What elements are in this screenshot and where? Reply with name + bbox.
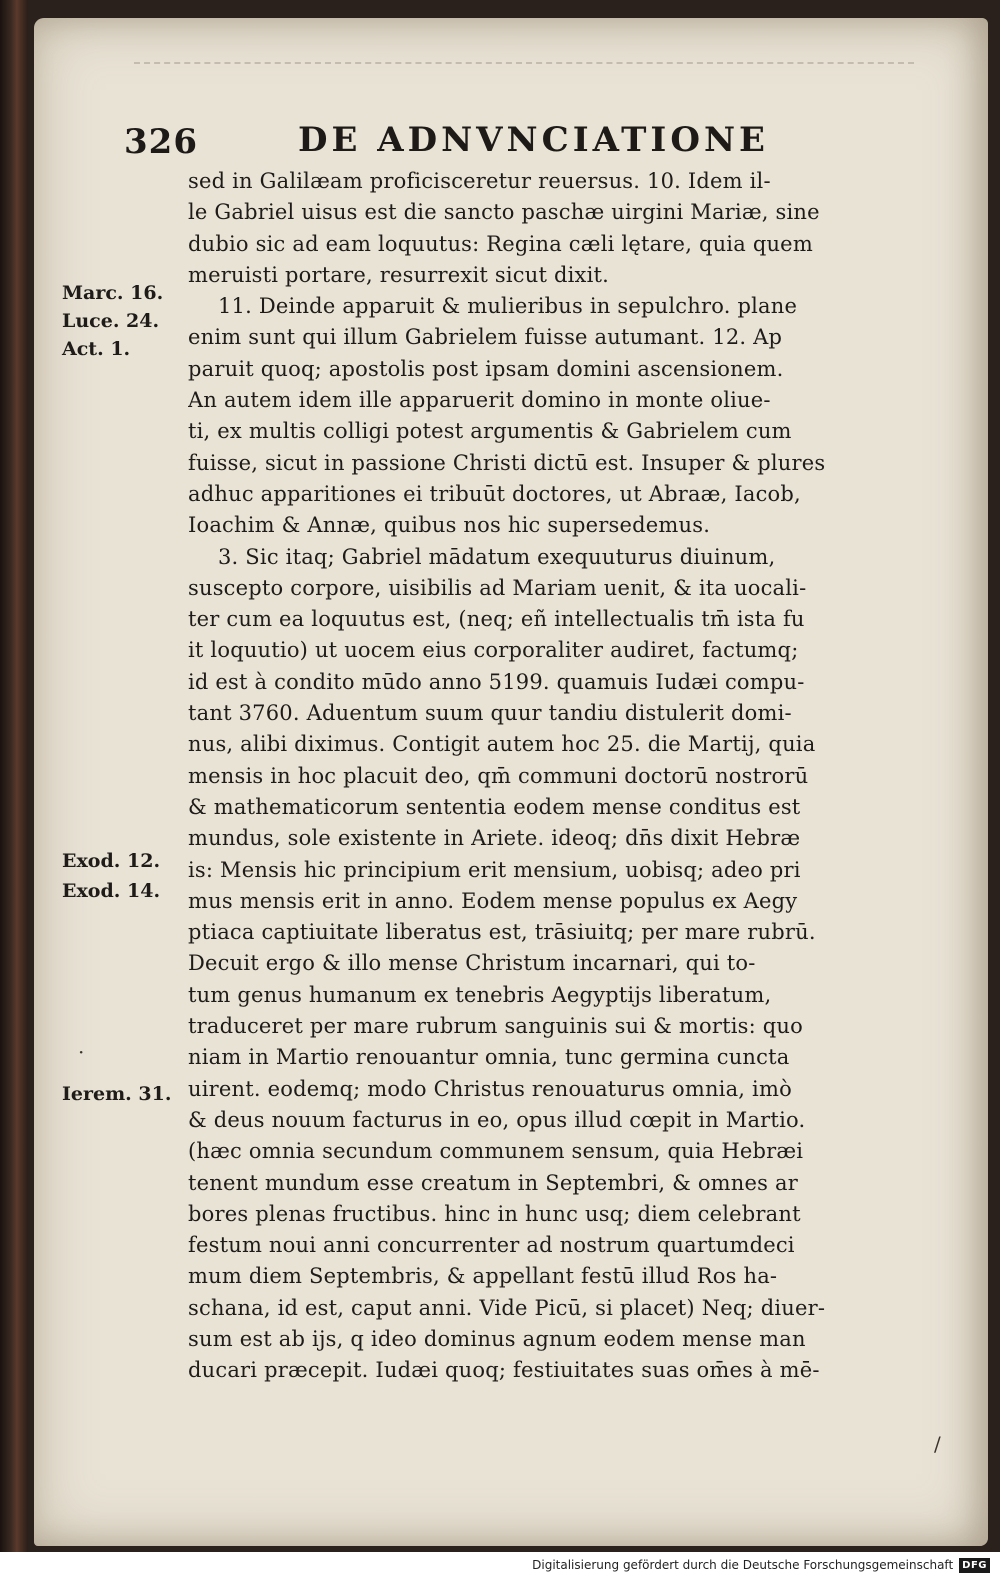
text-line: it loquutio) ut uocem eius corporaliter audiret, factumq; bbox=[188, 638, 799, 663]
text-line: mus mensis erit in anno. Eodem mense populus ex Aegy bbox=[188, 888, 798, 913]
text-line: ti, ex multis colligi potest argumentis & Gabrielem cum bbox=[188, 419, 792, 444]
text-line: sum est ab ijs, q ideo dominus agnum eodem mense man bbox=[188, 1326, 806, 1351]
text-line: is: Mensis hic principium erit mensium, uobisq; adeo pri bbox=[188, 857, 801, 882]
main-text bbox=[188, 166, 903, 1387]
text-line: sed in Galilæam proficisceretur reuersus. 10. Idem il- bbox=[188, 169, 771, 193]
text-line: schana, id est, caput anni. Vide Picū, si placet) Neq; diuer- bbox=[188, 1295, 826, 1320]
text-line: traduceret per mare rubrum sanguinis sui & mortis: quo bbox=[188, 1014, 804, 1039]
text-line: ter cum ea loquutus est, (neq; eñ intellectualis tm̄ ista fu bbox=[188, 607, 805, 632]
text-line: Ioachim & Annæ, quibus nos hic supersedemus. bbox=[188, 513, 711, 538]
text-line: festum noui anni concurrenter ad nostrum quartumdeci bbox=[188, 1233, 795, 1258]
text-line: 3. Sic itaq; Gabriel mādatum exequuturus diuinum, bbox=[218, 544, 776, 569]
ink-speck: / bbox=[934, 1432, 941, 1456]
text-line: suscepto corpore, uisibilis ad Mariam uenit, & ita uocali- bbox=[188, 575, 807, 600]
stitch-line bbox=[134, 62, 914, 64]
text-line: le Gabriel uisus est die sancto paschæ uirgini Mariæ, sine bbox=[188, 200, 820, 225]
margin-note: Exod. 14. bbox=[62, 880, 161, 902]
text-line: mensis in hoc placuit deo, qm̄ communi doctorū nostrorū bbox=[188, 763, 809, 788]
text-line: tenent mundum esse creatum in Septembri, & omnes ar bbox=[188, 1170, 798, 1195]
text-line: uirent. eodemq; modo Christus renouaturus omnia, imò bbox=[188, 1076, 792, 1101]
text-line: An autem idem ille apparuerit domino in monte oliue- bbox=[188, 388, 771, 413]
book-spine bbox=[0, 0, 28, 1552]
text-line: ptiaca captiuitate liberatus est, trāsiuitq; per mare rubrū. bbox=[188, 920, 816, 945]
page-number: 326 bbox=[124, 122, 198, 162]
text-line: ducari præcepit. Iudæi quoq; festiuitates suas om̄es à mē- bbox=[188, 1358, 820, 1383]
text-line: Decuit ergo & illo mense Christum incarnari, qui to- bbox=[188, 951, 756, 976]
margin-note: Marc. 16. bbox=[62, 282, 164, 304]
text-line: adhuc apparitiones ei tribuūt doctores, ut Abraæ, Iacob, bbox=[188, 481, 801, 506]
dfg-logo-icon: DFG bbox=[959, 1558, 990, 1573]
text-line: niam in Martio renouantur omnia, tunc germina cuncta bbox=[188, 1045, 790, 1070]
running-head: DE ADNVNCIATIONE bbox=[298, 120, 769, 160]
text-line: bores plenas fructibus. hinc in hunc usq; diem celebrant bbox=[188, 1201, 801, 1226]
ink-speck: · bbox=[78, 1040, 85, 1064]
text-line: meruisti portare, resurrexit sicut dixit. bbox=[188, 262, 610, 287]
text-line: & mathematicorum sententia eodem mense conditus est bbox=[188, 794, 801, 819]
margin-note: Exod. 12. bbox=[62, 850, 161, 872]
footer-credit: Digitalisierung gefördert durch die Deutsche Forschungsgemeinschaft bbox=[532, 1558, 954, 1572]
text-line: fuisse, sicut in passione Christi dictū est. Insuper & plures bbox=[188, 450, 826, 475]
text-line: dubio sic ad eam loquutus: Regina cæli lętare, quia quem bbox=[188, 231, 813, 256]
text-line: nus, alibi diximus. Contigit autem hoc 25. die Martij, quia bbox=[188, 732, 816, 757]
text-line: paruit quoq; apostolis post ipsam domini ascensionem. bbox=[188, 356, 784, 381]
text-line: tant 3760. Aduentum suum quur tandiu distulerit domi- bbox=[188, 701, 792, 726]
text-line: 11. Deinde apparuit & mulieribus in sepulchro. plane bbox=[218, 294, 798, 319]
text-line: mundus, sole existente in Ariete. ideoq; dn̄s dixit Hebræ bbox=[188, 826, 801, 851]
text-line: (hæc omnia secundum communem sensum, quia Hebræi bbox=[188, 1139, 804, 1164]
text-line: enim sunt qui illum Gabrielem fuisse autumant. 12. Ap bbox=[188, 325, 783, 350]
margin-note: Act. 1. bbox=[62, 338, 131, 360]
text-line: & deus nouum facturus in eo, opus illud cœpit in Martio. bbox=[188, 1107, 806, 1132]
text-line: tum genus humanum ex tenebris Aegyptijs liberatum, bbox=[188, 982, 772, 1007]
text-line: mum diem Septembris, & appellant festū illud Ros ha- bbox=[188, 1264, 778, 1289]
digitization-footer bbox=[532, 1553, 990, 1577]
text-line: id est à condito mūdo anno 5199. quamuis Iudæi compu- bbox=[188, 669, 805, 694]
margin-note: Ierem. 31. bbox=[62, 1083, 172, 1105]
margin-note: Luce. 24. bbox=[62, 310, 160, 332]
